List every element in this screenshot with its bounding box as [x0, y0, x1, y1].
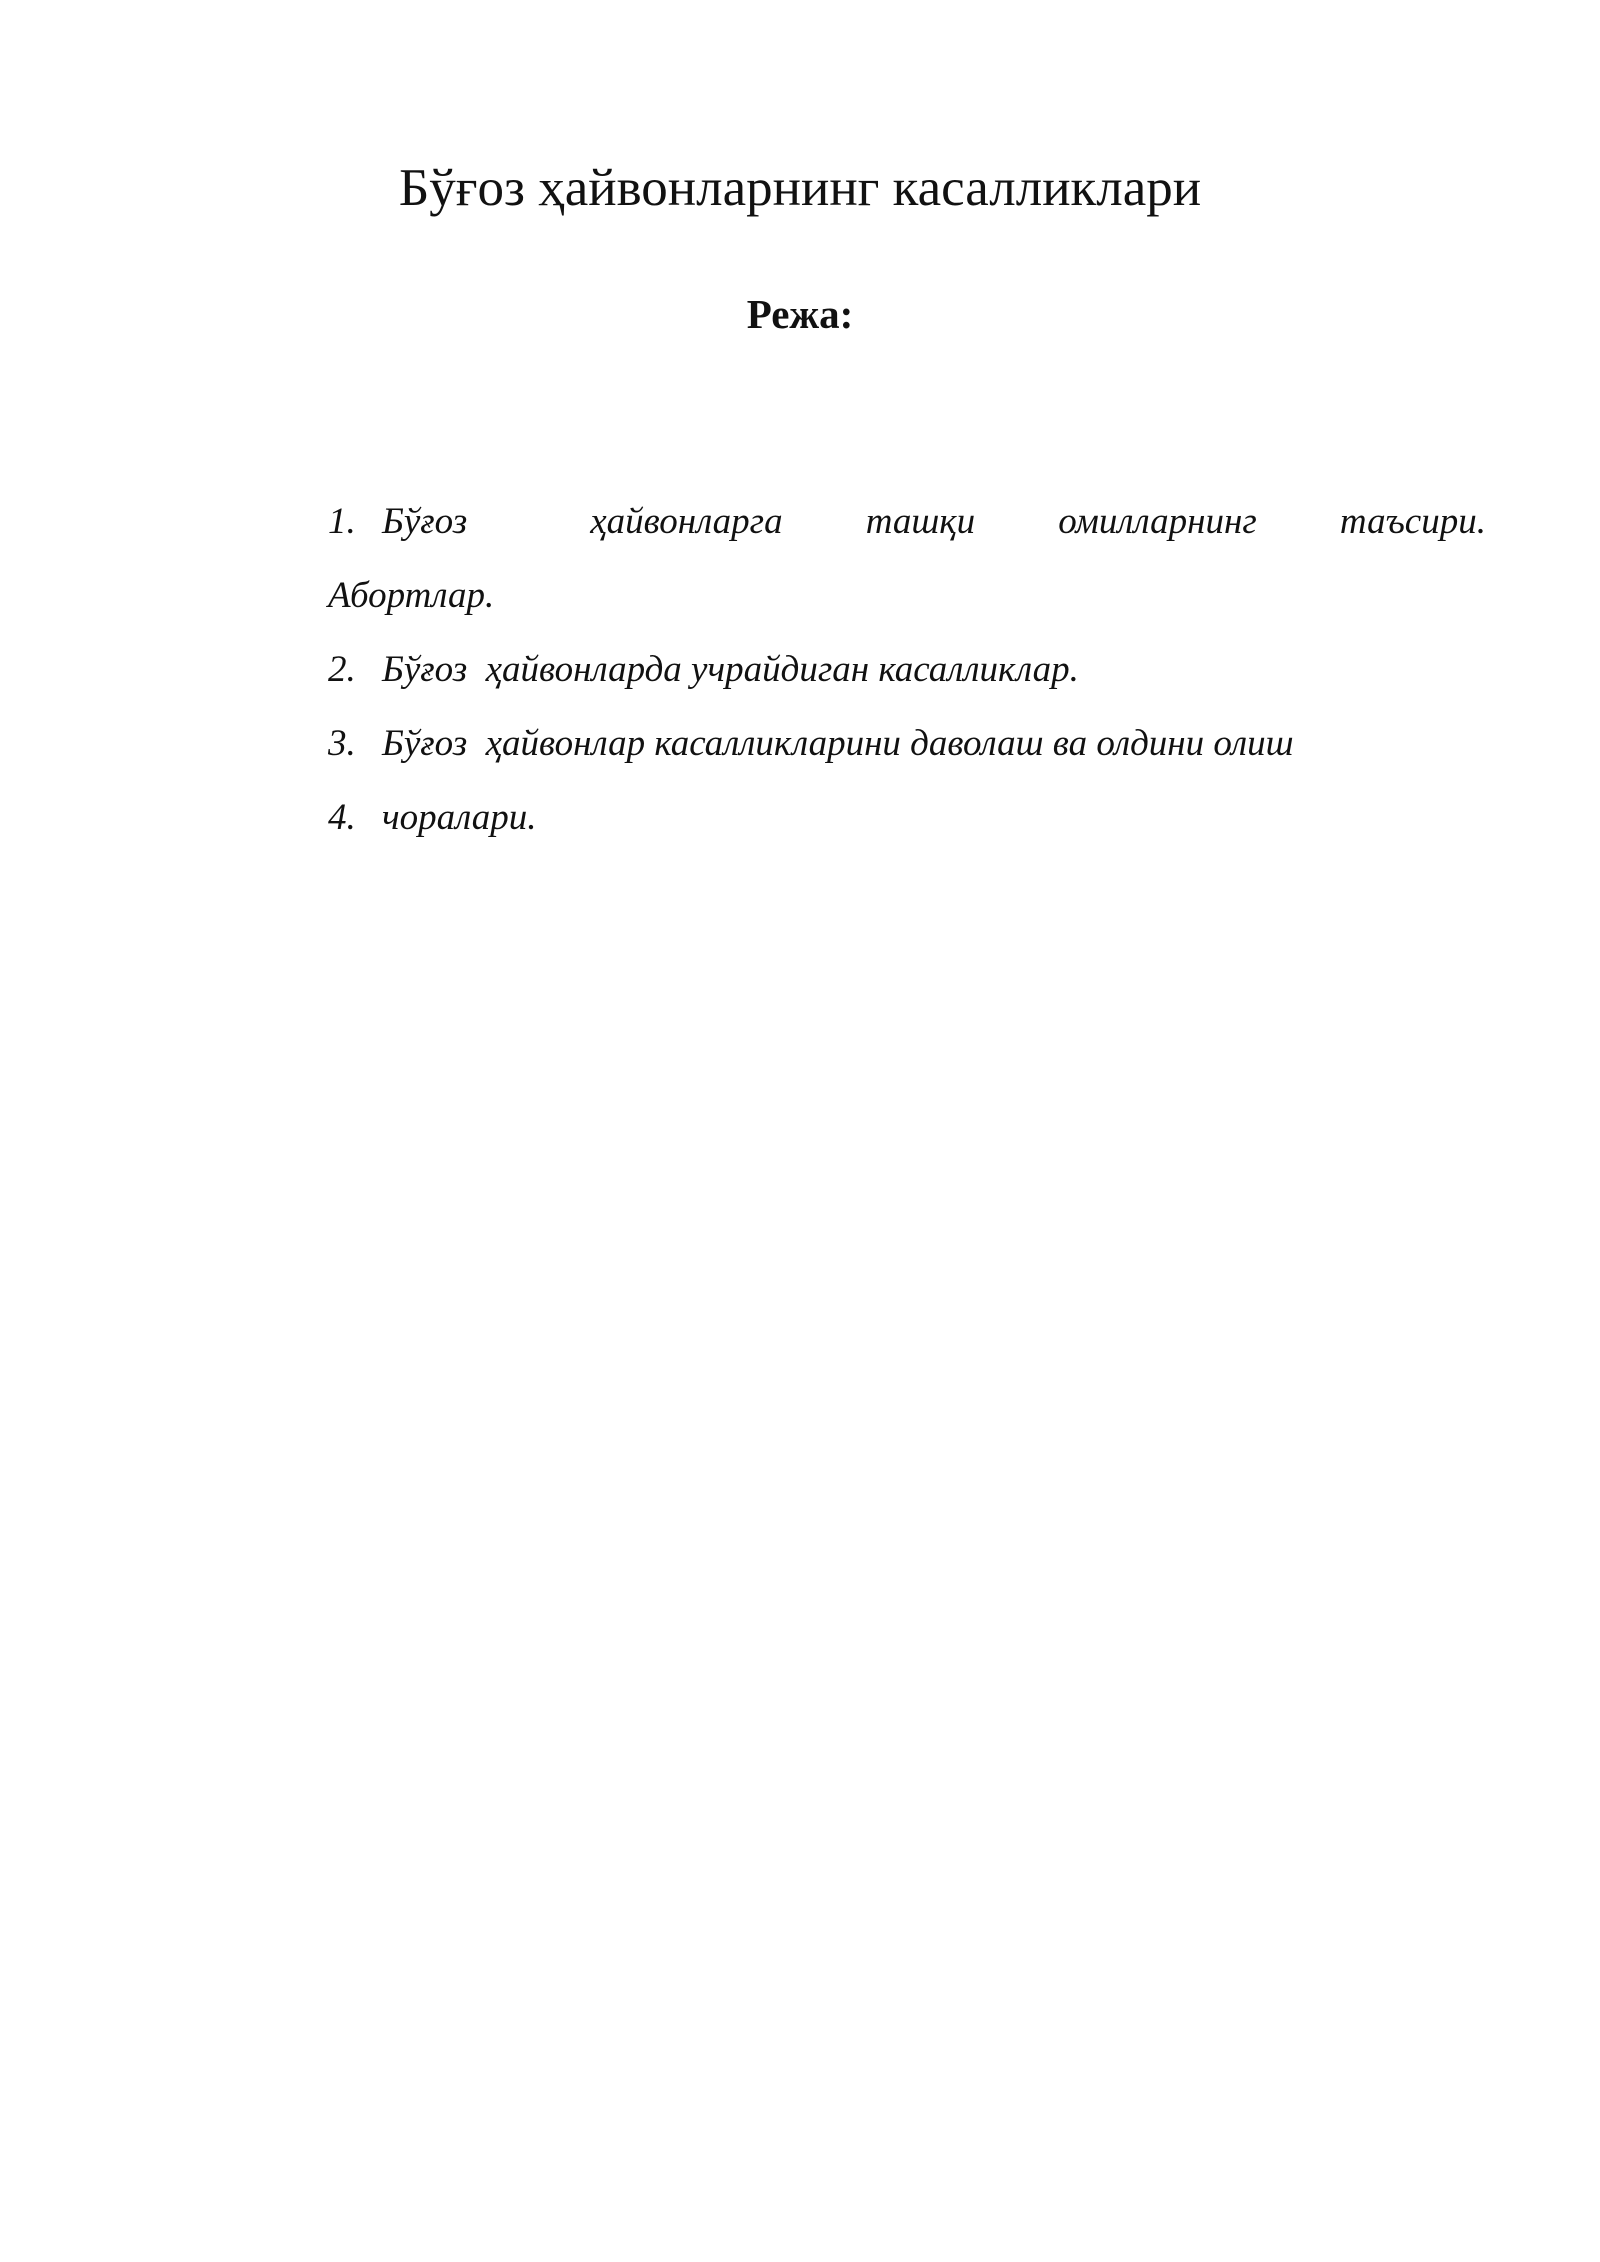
plan-item-number: 4.	[328, 797, 356, 838]
plan-item-number: 3.	[328, 723, 356, 764]
plan-item-1-number-and-word	[328, 485, 467, 559]
plan-item-3	[328, 707, 1486, 781]
plan-item-4	[328, 781, 1486, 855]
plan-item-number: 1.	[328, 501, 356, 542]
plan-item-word: ташқи	[865, 501, 976, 542]
plan-item-text: чоралари.	[382, 797, 537, 838]
plan-item-word: омилларнинг	[1058, 501, 1257, 542]
plan-item-1-first-line	[328, 485, 1486, 559]
plan-item-word: ҳайвонларга	[590, 501, 783, 542]
plan-list	[328, 485, 1486, 855]
plan-heading: Режа:	[746, 291, 854, 337]
document-title: Бўғоз ҳайвонларнинг касалликлари	[398, 159, 1202, 217]
plan-item-1-continuation: Абортлар.	[328, 575, 495, 616]
plan-item-2	[328, 633, 1486, 707]
plan-item-word: таъсири.	[1339, 501, 1486, 542]
plan-item-text: Бўғоз ҳайвонларда учрайдиган касалликлар.	[382, 649, 1079, 690]
plan-item-word: Бўғоз	[382, 501, 468, 542]
plan-item-1	[328, 485, 1486, 633]
plan-item-text: Бўғоз ҳайвонлар касалликларини даволаш ва олдини олиш	[382, 723, 1294, 764]
plan-item-number: 2.	[328, 649, 356, 690]
